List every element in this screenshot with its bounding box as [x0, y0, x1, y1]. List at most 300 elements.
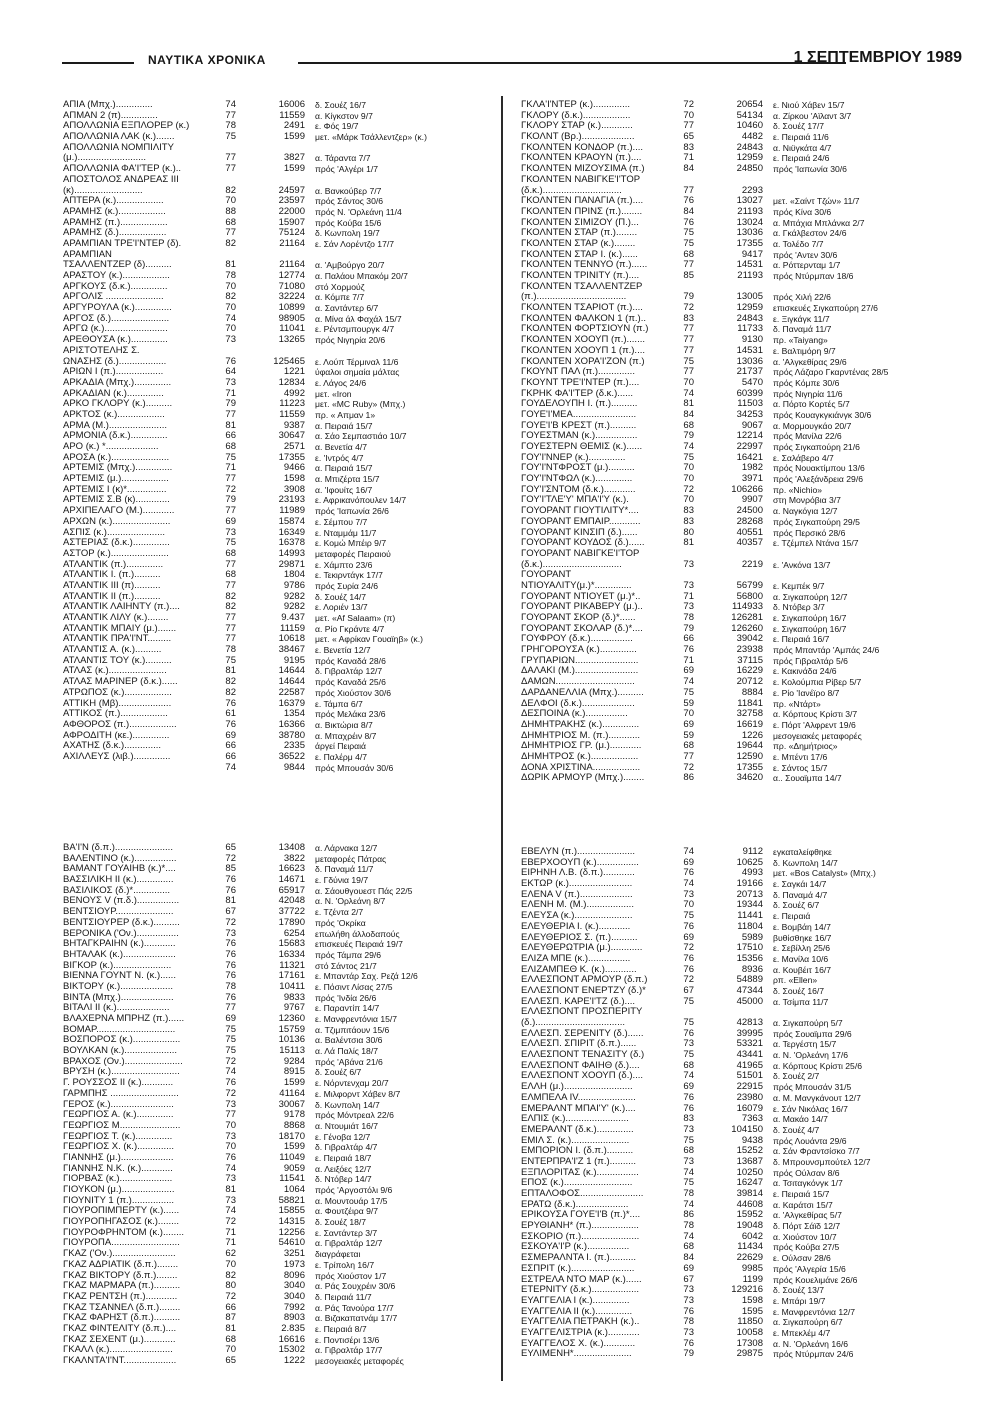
ship-entry-row: [63, 463, 493, 474]
ship-entry-row: [63, 421, 493, 432]
ship-entry-row: [521, 688, 961, 699]
build-year: 70: [683, 377, 694, 388]
build-year: 74: [683, 847, 694, 857]
status-note: στό Σάντος 21/7: [315, 960, 377, 971]
tonnage: 24843: [736, 142, 763, 153]
tonnage: 7363: [741, 1114, 763, 1125]
build-year: 68: [225, 1334, 236, 1345]
ship-name: ΑΡΓΟΣ (δ.)......................: [63, 313, 170, 324]
tonnage: 14993: [278, 548, 305, 559]
ship-entry-row: [63, 111, 493, 122]
ship-name: ΒΡΥΣΗ (κ.)..........................: [63, 1067, 180, 1078]
ship-name: ΒΗΤΑΛΑΚ (κ.)....................: [63, 949, 176, 960]
status-note: ε. 'Ιντρός 4/7: [315, 452, 364, 463]
ship-name: ΓΙΟΥΡΟΠΑ..........................: [63, 1238, 180, 1249]
ship-name: ΕΜΕΡΑΛΝΤ ΜΠΑΙ'Υ' (κ.)....: [521, 1103, 636, 1114]
status-note: ε. Μπάρι 19/7: [773, 1295, 826, 1306]
tonnage: 2293: [741, 185, 763, 196]
ship-entry-row: [63, 196, 493, 207]
publication-title: ΝΑΥΤΙΚΑ ΧΡΟΝΙΚΑ: [148, 53, 266, 67]
ship-name: ΕΡΥΘΙΑΝΗ* (π.)..................: [521, 1221, 639, 1232]
tonnage: 5989: [741, 932, 763, 943]
ship-name: ΓΚΑΖ ΜΑΡΜΑΡΑ (π.)..........: [63, 1281, 181, 1292]
ship-entry-row: [521, 1189, 961, 1200]
status-note: πρός 'Ιαπωνία 26/6: [315, 506, 389, 517]
status-note: α. 'Αλγκεθίρας 5/7: [773, 1210, 842, 1221]
status-note: μετ. «MC Ruby» (Μπχ.): [315, 399, 406, 410]
ship-name: ΑΠΜΑΝ 2 (π)..............: [63, 110, 158, 121]
tonnage: 20713: [736, 889, 763, 900]
ship-entry-row: [63, 228, 493, 239]
ship-entry-row: [521, 1253, 961, 1264]
tonnage: 11049: [279, 1152, 305, 1163]
tonnage: 1982: [741, 463, 763, 474]
ship-name: ΓΚΟΛΝΤΕΝ ΣΙΜΙΖΟΥ (Π.)...: [521, 217, 639, 228]
ship-entry-row: [521, 890, 961, 901]
ship-name: ΕΣΤΡΕΛΑ ΝΤΟ ΜΑΡ (κ.)......: [521, 1274, 642, 1285]
build-year: 73: [225, 1099, 236, 1110]
build-year: 65: [225, 1356, 236, 1366]
status-note: πρός Μπουσάν 30/6: [315, 762, 394, 773]
tonnage: 12256: [278, 1227, 305, 1238]
tonnage: 12834: [278, 377, 305, 388]
ship-entry-row: [521, 442, 961, 453]
ship-entry-row: [521, 431, 961, 442]
build-year: 77: [225, 474, 236, 485]
ship-entry-row: [63, 1345, 493, 1356]
ship-entry-row: [63, 218, 493, 229]
build-year: 75: [225, 655, 236, 666]
ship-entry-row: [521, 773, 961, 784]
build-year: 75: [683, 228, 694, 239]
ship-entry-row: [521, 1039, 961, 1050]
status-note: δ. Σουέζ 16/7: [773, 985, 825, 996]
ship-entry-row: [63, 1174, 493, 1185]
tonnage: 29875: [736, 1349, 763, 1360]
status-note: πρός Λουάντα 29/6: [773, 1135, 847, 1146]
tonnage: 2.835: [281, 1323, 305, 1334]
tonnage: 16349: [278, 527, 305, 538]
tonnage: 54610: [278, 1238, 305, 1249]
build-year: 77: [683, 335, 694, 346]
tonnage: 14671: [278, 875, 305, 886]
tonnage: 36522: [278, 751, 305, 762]
ship-entry-row: [521, 1114, 961, 1125]
tonnage: 23597: [278, 196, 305, 207]
build-year: 78: [225, 271, 236, 281]
ship-name: ΓΚΛΟΡΥ ΣΤΑΡ (κ.)............: [521, 121, 633, 132]
tonnage: 16229: [736, 666, 763, 677]
build-year: 76: [225, 960, 236, 971]
build-year: 68: [225, 548, 236, 559]
ship-name: ΑΡΕΘΟΥΣΑ (κ.)..............: [63, 335, 168, 346]
tonnage: 17355: [278, 452, 305, 463]
tonnage: 11223: [279, 399, 305, 410]
status-note: ε. Μανφρεντόνια 15/7: [315, 1014, 398, 1024]
build-year: 79: [225, 399, 236, 410]
build-year: 77: [225, 1110, 236, 1121]
ship-entry-row: [521, 1242, 961, 1253]
ship-name: ΑΡΚΟ ΓΚΛΟΡΥ (κ.)..........: [63, 399, 173, 410]
build-year: 86: [683, 773, 694, 784]
build-year: 74: [225, 762, 236, 773]
build-year: 66: [225, 431, 236, 442]
build-year: 82: [225, 1270, 236, 1281]
build-year: 67: [683, 985, 694, 996]
ship-entry-row: [521, 538, 961, 549]
build-year: 77: [225, 1003, 236, 1014]
status-note: πρός 'Αλγέρι 1/7: [315, 164, 379, 175]
ship-name: ΑΠΟΛΛΩΝΙΑ ΕΞΠΛΟΡΕΡ (κ.): [63, 121, 190, 132]
status-note: πρ. « Απμαν 1»: [315, 409, 376, 420]
build-year: 72: [225, 1088, 236, 1099]
ship-name: ΑΡΙΩΝ Ι (π.)..................: [63, 367, 164, 378]
ship-entry-row: [521, 1082, 961, 1093]
status-note: α. Μουντουάρ 17/5: [315, 1195, 388, 1206]
status-note: α. 'Ιφουίτς 16/7: [315, 484, 373, 495]
build-year: 72: [225, 853, 236, 864]
build-year: 79: [683, 623, 694, 634]
status-note: πρός Κούβα 15/6: [315, 217, 382, 228]
ship-name: ΑΠΤΕΡΑ (κ.)..................: [63, 196, 164, 207]
status-note: πρός 'Αβάνα 21/6: [315, 1056, 383, 1067]
status-note: πρός Γιβραλτάρ 5/6: [773, 655, 848, 666]
status-note: πρός Χιλή 22/6: [773, 292, 831, 303]
ship-entry-row: [63, 282, 493, 293]
tonnage: 65917: [278, 885, 305, 896]
build-year: 76: [225, 875, 236, 886]
status-note: ρπ. «Ellen»: [773, 975, 818, 986]
tonnage: 22587: [278, 687, 305, 698]
tonnage: 12590: [736, 751, 763, 762]
status-note: ε. Βαλτιμόρη 9/7: [773, 345, 836, 356]
status-note: α. Σάο Σεμπαστιάο 10/7: [315, 431, 407, 442]
tonnage: 8868: [283, 1120, 305, 1131]
tonnage: 24850: [736, 164, 763, 175]
status-note: δ. Σουέζ 17/7: [773, 121, 825, 132]
status-note: ύφαλοι σημαία μάλτας: [315, 367, 400, 378]
tonnage: 39042: [736, 634, 763, 645]
build-year: 75: [683, 238, 694, 249]
status-note: α. Βικτώρια 8/7: [315, 719, 373, 730]
tonnage: 12360: [278, 1014, 305, 1024]
ship-entry-row: [63, 613, 493, 624]
ship-name: ΓΟΥΟΡΑΝΤ ΣΚΟΛΑΡ (δ.)*....: [521, 623, 643, 634]
tonnage: 60399: [736, 388, 763, 399]
tonnage: 16421: [736, 452, 763, 463]
status-note: πρός Σιγκαπούρη 29/5: [773, 516, 860, 527]
build-year: 79: [225, 495, 236, 506]
build-year: 75: [225, 1046, 236, 1057]
tonnage: 8096: [283, 1270, 305, 1281]
ship-name: ΓΙΑΝΝΗΣ Ν.Κ. (κ.)............: [63, 1163, 173, 1174]
tonnage: 11559: [279, 409, 305, 420]
status-note: πρός 'Ιαπωνία 30/6: [773, 164, 847, 175]
ship-entry-row: [63, 367, 493, 378]
status-note: ε. Σεβίλλη 25/6: [773, 943, 831, 954]
ship-name: ΔΗΜΗΤΡΑΚΗΣ (κ.)..............: [521, 719, 640, 730]
ship-entry-row: [63, 1196, 493, 1207]
ship-name: ΕΛΛΕΣΠΟΝΤ ΤΕΝΑΣΙΤΥ (δ.): [521, 1050, 645, 1061]
status-note: ε. Σιγκαπούρη 16/7: [773, 623, 847, 634]
build-year: 77: [225, 623, 236, 634]
ship-name: ΓΟΥΟΡΑΝΤ ΚΙΝΣΙΠ (δ.)......: [521, 527, 638, 538]
status-note: ε. Σάν Νικόλας 16/7: [773, 1103, 848, 1114]
tonnage: 15907: [278, 217, 305, 228]
ship-name: ΑΡΤΕΜΙΣ (μ.)..................: [63, 474, 169, 485]
tonnage: 40357: [736, 538, 763, 549]
status-note: πρ. «Δημήτριος»: [773, 741, 838, 752]
ship-entry-row: [63, 1292, 493, 1303]
ship-name: ΓΟΥ'Ι'ΣΝΤΟΜ (δ.κ.)............: [521, 484, 636, 495]
ship-name: ΕΛΠΙΣ (κ.)........................: [521, 1114, 629, 1125]
ship-entry-row: [521, 324, 961, 335]
ship-name: ΕΛΕΥΘΕΡΙΑ Ι. (κ.)............: [521, 921, 631, 932]
build-year: 78: [683, 613, 694, 623]
ship-entry-row: [521, 175, 961, 186]
ship-entry-row: [521, 335, 961, 346]
tonnage: 9767: [283, 1003, 305, 1014]
status-note: επισκευές Πειραιά 19/7: [315, 939, 403, 950]
status-note: επισκευές Σιγκαπούρη 27/6: [773, 303, 878, 314]
ship-name: ΕΛΕΥΣΑ (κ.)......................: [521, 911, 633, 922]
ship-name: ΑΤΤΙΚΟΣ (π.)..................: [63, 709, 168, 720]
tonnage: 11434: [737, 1242, 763, 1253]
ship-entry-row: [63, 1335, 493, 1346]
build-year: 76: [225, 719, 236, 730]
status-note: δ. Γιβραλτάρ 4/7: [315, 1142, 378, 1153]
status-note: α. Τεργέστη 15/7: [773, 1039, 837, 1050]
ship-entry-row: [63, 1067, 493, 1078]
ship-entry-row: [63, 1132, 493, 1143]
build-year: 72: [683, 975, 694, 986]
tonnage: 11841: [737, 698, 763, 709]
tonnage: 6042: [741, 1231, 763, 1242]
tonnage: 1064: [283, 1185, 305, 1195]
build-year: 74: [683, 1199, 694, 1210]
ship-entry-row: [521, 1071, 961, 1082]
build-year: 70: [225, 1120, 236, 1131]
ship-entry-row: [521, 389, 961, 400]
tonnage: 12959: [736, 303, 763, 314]
ship-entry-row: [63, 143, 493, 154]
ship-name: ΑΡΚΤΟΣ (κ.)..................: [63, 409, 165, 420]
build-year: 75: [683, 1178, 694, 1189]
ship-entry-row: [63, 389, 493, 400]
ship-name: ΑΡΑΜΗΣ (π.)..................: [63, 217, 168, 228]
ship-name: ΓΚΛΟΡΥ (δ.κ.)..................: [521, 110, 631, 121]
status-note: πρός Μελάκα 23/6: [315, 709, 386, 720]
tonnage: 17308: [736, 1338, 763, 1349]
build-year: 68: [225, 570, 236, 581]
ship-name: ΓΚΟΛΝΤΕΝ ΧΟΡΑ'Ι'ΖΟΝ (π.): [521, 356, 645, 367]
status-note: δ. Σουέζ 13/7: [773, 1285, 825, 1296]
ship-entry-row: [63, 1313, 493, 1324]
build-year: 77: [683, 185, 694, 196]
tonnage: 9059: [283, 1163, 305, 1174]
ship-entry-row: [521, 613, 961, 624]
tonnage: 56800: [736, 591, 763, 602]
ship-entry-row: [521, 378, 961, 389]
ship-name: ΑΣΤΕΡΙΑΣ (δ.κ.)..............: [63, 538, 170, 549]
build-year: 71: [225, 1238, 236, 1249]
build-year: 78: [225, 981, 236, 992]
build-year: 69: [683, 719, 694, 730]
tonnage: 98905: [278, 313, 305, 324]
header-rule-left: [62, 62, 134, 64]
ship-name: ΔΗΜΗΤΡΙΟΣ Μ. (π.)............: [521, 730, 641, 741]
build-year: 64: [225, 367, 236, 378]
ship-name: ΒΕΝΤΣΙΟΥΡ......................: [63, 907, 174, 918]
header-rule: [298, 62, 846, 64]
status-note: ε. Ρέντσμπουργκ 4/7: [315, 324, 395, 335]
status-note: α. Τολέδο 7/7: [773, 238, 824, 249]
status-note: α. Βανκούβερ 7/7: [315, 185, 382, 196]
tonnage: 53321: [736, 1039, 763, 1050]
ship-entry-row: [63, 1078, 493, 1089]
build-year: 76: [225, 971, 236, 982]
status-note: α. Σάουθγουεστ Πάς 22/5: [315, 885, 413, 896]
ship-name: ΓΚΟΛΝΤΕΝ ΜΙΖΟΥΣΙΜΑ (π.): [521, 164, 645, 175]
ship-entry-row: [63, 1100, 493, 1111]
ship-entry-row: [521, 1210, 961, 1221]
tonnage: 15683: [278, 939, 305, 950]
ship-entry-row: [521, 1200, 961, 1211]
build-year: 66: [225, 751, 236, 762]
build-year: 76: [683, 1338, 694, 1349]
build-year: 73: [683, 1039, 694, 1050]
ship-name: ΒΕΝΟΥΣ V (π.δ.)................: [63, 896, 180, 907]
ship-name: ΓΕΩΡΓΙΟΣ Μ.......................: [63, 1120, 181, 1131]
status-note: ε. Γένοβα 12/7: [315, 1131, 371, 1142]
ship-entry-row: [521, 709, 961, 720]
ship-entry-row: [63, 1046, 493, 1057]
status-note: πρός Ν. 'Ορλεάνη 11/4: [315, 206, 402, 217]
ship-name: ΓΙΟΥΚΟΝ (μ.)....................: [63, 1185, 175, 1195]
ship-name: (δ.)..................................: [521, 1018, 625, 1028]
status-note: δ. Σουέζ 4/7: [773, 1124, 820, 1135]
ship-name: ΕΚΤΩΡ (κ.)........................: [521, 879, 633, 890]
tonnage: 129216: [731, 1285, 763, 1296]
ship-entry-row: [521, 495, 961, 506]
build-year: 73: [225, 928, 236, 939]
tonnage: 56799: [736, 580, 763, 591]
build-year: 70: [225, 1142, 236, 1153]
ship-entry-row: [63, 271, 493, 282]
status-note: δ. Πόρτ Σάϊδ 12/7: [773, 1221, 841, 1232]
tonnage: 21193: [737, 206, 763, 217]
ship-name: ΑΤΛΑΝΤΙΚ Ι. (π.)..........: [63, 570, 161, 581]
build-year: 68: [683, 741, 694, 752]
status-note: ε. Τρίπολη 16/7: [315, 1259, 375, 1270]
status-note: ε. Παλέρμ 4/7: [315, 751, 368, 762]
ship-entry-row: [63, 666, 493, 677]
build-year: 73: [225, 1195, 236, 1206]
ship-entry-row: [521, 997, 961, 1008]
status-note: α. Κόμπε 7/7: [315, 292, 365, 303]
ship-name: ΓΟΥΕ'Ι'ΜΕΑ........................: [521, 409, 637, 420]
ship-entry-row: [521, 975, 961, 986]
status-note: α. Μακάο 14/7: [773, 1114, 828, 1125]
ship-name: ΑΡΚΑΔΙΑΝ (κ.)..............: [63, 388, 164, 399]
ship-name: ΓΚΟΛΝΤΕΝ ΣΤΑΡ (π.)........: [521, 228, 638, 239]
status-note: α. Τσίμπα 11/7: [773, 996, 829, 1007]
tonnage: 3040: [283, 1291, 305, 1302]
status-note: πρός Κουαγκγκιάνγκ 30/6: [773, 409, 872, 420]
tonnage: 2491: [283, 121, 305, 132]
build-year: 81: [225, 260, 236, 271]
ship-name: ΕΛΛΕΣΠΟΝΤ ΦΑΙΗΘ (δ.)....: [521, 1060, 640, 1071]
build-year: 76: [225, 939, 236, 950]
tonnage: 42048: [278, 896, 305, 907]
ship-entry-row: [63, 752, 493, 763]
ship-name: ΓΚΟΛΝΤΕΝ ΣΤΑΡ (κ.)........: [521, 238, 636, 249]
status-note: α. Κόρπους Κρίστι 25/6: [773, 1060, 862, 1071]
ship-entry-row: [521, 153, 961, 164]
tonnage: 1599: [283, 132, 305, 143]
status-note: α. Πόρτο Κορτές 5/7: [773, 399, 850, 410]
status-note: άργεί Πειραιά: [315, 741, 366, 752]
ship-entry-row: [63, 656, 493, 667]
ship-name: ΑΤΛΑΝΤΙΚ ΛΑΙΗΝΤΥ (π.)....: [63, 602, 180, 613]
tonnage: 10136: [278, 1035, 305, 1046]
ship-entry-row: [63, 634, 493, 645]
status-note: ε. Νταμμάμ 11/7: [315, 527, 377, 538]
tonnage: 40551: [736, 527, 763, 538]
ship-name: ΑΡΤΕΜΙΣ Ι (κ)*...............: [63, 484, 167, 495]
ship-entry-row: [521, 1264, 961, 1275]
tonnage: 16379: [278, 698, 305, 709]
build-year: 70: [683, 110, 694, 121]
ship-entry-row: [521, 868, 961, 879]
build-year: 77: [683, 367, 694, 378]
tonnage: 9907: [741, 495, 763, 506]
tonnage: 45000: [736, 996, 763, 1007]
ship-name: ΓΚΑΖ ΤΣΑΝΝΕΛ (δ.π.)........: [63, 1302, 181, 1313]
build-year: 73: [683, 602, 694, 613]
build-year: 73: [225, 527, 236, 538]
ship-name: ΑΡΜΑ (Μ.)......................: [63, 420, 167, 431]
tonnage: 10411: [279, 981, 305, 992]
status-note: δ. Σουέζ 18/7: [315, 1217, 367, 1228]
status-note: ε. Τάμπα 6/7: [315, 698, 363, 709]
build-year: 84: [683, 409, 694, 420]
status-note: πρός 'Αργοστόλι 9/6: [315, 1185, 393, 1195]
status-note: α. Βενετία 4/7: [315, 442, 368, 452]
tonnage: 42813: [736, 1018, 763, 1028]
ship-entry-row: [63, 560, 493, 571]
status-note: ε. Νόρντενχαμ 20/7: [315, 1078, 389, 1089]
ship-name: ΕΥΑΓΓΕΛΙΣΤΡΙΑ (κ.)............: [521, 1327, 640, 1338]
tonnage: 3971: [741, 474, 763, 485]
status-note: πρός Καναδά 25/6: [315, 677, 386, 688]
tonnage: 16247: [736, 1178, 763, 1189]
tonnage: 19644: [736, 741, 763, 752]
build-year: 68: [683, 249, 694, 260]
ship-entry-row: [521, 858, 961, 869]
ship-entry-row: [521, 677, 961, 688]
ship-entry-row: [63, 314, 493, 325]
ship-entry-row: [521, 581, 961, 592]
tonnage: 15952: [736, 1210, 763, 1221]
tonnage: 24597: [278, 185, 305, 196]
tonnage: 15252: [736, 1146, 763, 1157]
status-note: πρ. «Ντάρτ»: [773, 698, 821, 709]
ship-name: ΑΡΤΕΜΙΣ (Μπχ.)..............: [63, 463, 173, 474]
ship-entry-row: [63, 538, 493, 549]
ship-name: ΕΛΛΕΣΠ. ΣΠΙΡΙΤ (δ.π.)......: [521, 1039, 637, 1050]
ship-entry-row: [63, 335, 493, 346]
